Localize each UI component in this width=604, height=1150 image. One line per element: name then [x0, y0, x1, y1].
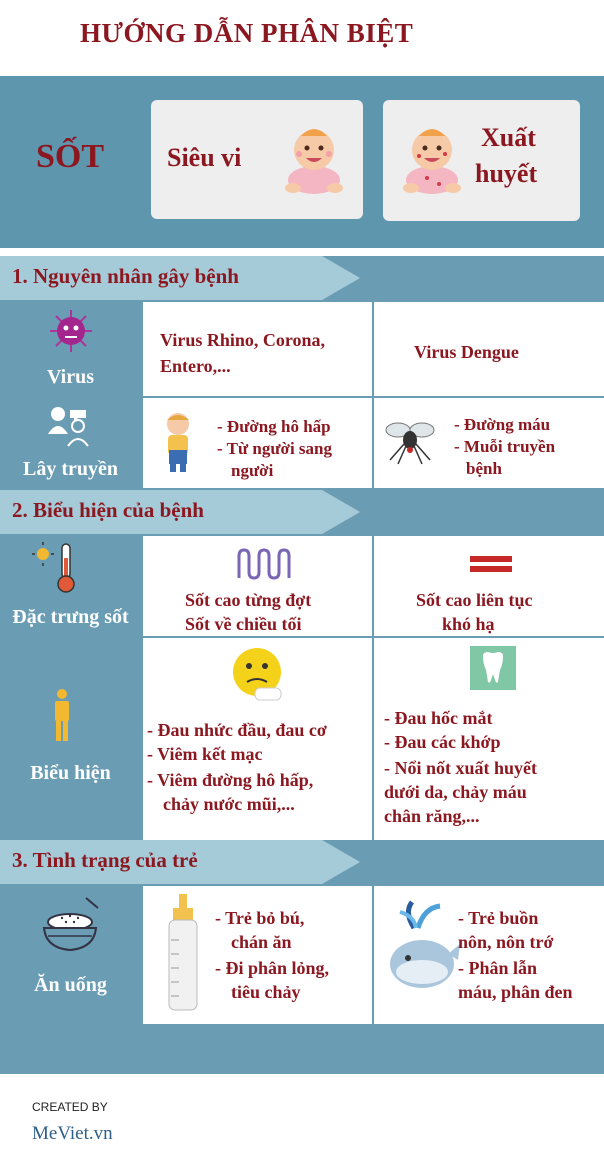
- mosquito-icon: [382, 416, 438, 466]
- an-uong-col1: [143, 886, 372, 1024]
- people-icon: [46, 404, 92, 448]
- brand-link[interactable]: MeViet.vn: [32, 1123, 113, 1144]
- card-xuat-huyet: [383, 100, 580, 221]
- dac-trung-label: Đặc trưng sốt: [12, 606, 129, 628]
- virus-col1: [143, 302, 372, 396]
- bieu-hien-col2: [374, 638, 604, 840]
- an-uong-col2-line: máu, phân đen: [458, 982, 573, 1002]
- lay-truyen-label: Lây truyền: [23, 458, 118, 480]
- section-1-title: 1. Nguyên nhân gây bệnh: [12, 264, 239, 288]
- baby-icon: [279, 118, 349, 198]
- dac-trung-col2-line: Sốt cao liên tục: [416, 590, 533, 610]
- bieu-hien-label: Biểu hiện: [30, 762, 111, 784]
- card-sieu-vi-label: Siêu vi: [167, 143, 242, 172]
- bieu-hien-col2-line: chân răng,...: [384, 806, 480, 826]
- wave-icon: [235, 546, 291, 582]
- sick-face-icon: [225, 644, 289, 704]
- lay-truyen-col1: [143, 398, 372, 488]
- an-uong-col2-line: - Trẻ buồn: [458, 908, 539, 928]
- card-xuat-huyet-line2: huyết: [475, 159, 538, 188]
- lay-truyen-col2: [374, 398, 604, 488]
- lay-truyen-col1-line: người: [231, 461, 274, 480]
- section-3-bar: [0, 840, 604, 884]
- an-uong-col1-line: - Trẻ bỏ bú,: [215, 908, 305, 928]
- an-uong-label: Ăn uống: [34, 974, 107, 996]
- an-uong-col2: [374, 886, 604, 1024]
- hero-label: SỐT: [36, 138, 105, 175]
- flat-line-icon: [470, 556, 512, 572]
- virus-col1-line: Entero,...: [160, 356, 231, 376]
- thermometer-icon: [32, 540, 80, 594]
- section-2-title: 2. Biểu hiện của bệnh: [12, 498, 204, 522]
- baby-icon: [397, 118, 467, 198]
- an-uong-col1-line: tiêu chảy: [231, 982, 301, 1002]
- dac-trung-col2: [374, 536, 604, 636]
- virus-col2: [374, 302, 604, 396]
- lay-truyen-col2-line: bệnh: [466, 459, 502, 478]
- lay-truyen-col1-line: - Từ người sang: [217, 439, 333, 458]
- bottom-band: [0, 1026, 604, 1074]
- bieu-hien-col1-line: chảy nước mũi,...: [163, 794, 295, 814]
- boy-icon: [155, 410, 201, 474]
- card-xuat-huyet-line1: Xuất: [481, 123, 536, 152]
- bieu-hien-col1-line: - Đau nhức đầu, đau cơ: [147, 720, 327, 740]
- virus-col2-line: Virus Dengue: [414, 342, 519, 362]
- bieu-hien-col2-line: dưới da, chảy máu: [384, 782, 527, 802]
- virus-icon: [46, 306, 96, 356]
- virus-label: Virus: [46, 366, 95, 388]
- created-by: CREATED BY: [32, 1100, 108, 1114]
- dac-trung-col1-line: Sốt cao từng đợt: [185, 590, 312, 610]
- virus-col1-line: Virus Rhino, Corona,: [160, 330, 326, 350]
- dac-trung-col2-line: khó hạ: [442, 614, 495, 634]
- dac-trung-col1: [143, 536, 372, 636]
- tooth-icon: [470, 646, 516, 690]
- dac-trung-col1-line: Sốt về chiều tối: [185, 614, 302, 634]
- lay-truyen-col2-line: - Muỗi truyền: [454, 437, 556, 456]
- bieu-hien-col1-line: - Viêm đường hô hấp,: [147, 770, 314, 790]
- card-sieu-vi: [151, 100, 363, 219]
- bieu-hien-col1: [143, 638, 372, 840]
- page-title: HƯỚNG DẪN PHÂN BIỆT: [80, 18, 414, 48]
- an-uong-col1-line: - Đi phân lỏng,: [215, 958, 330, 978]
- an-uong-col2-line: - Phân lẫn: [458, 958, 538, 978]
- section-2-bar: [0, 490, 604, 534]
- bieu-hien-col2-line: - Đau các khớp: [384, 732, 501, 752]
- bowl-icon: [40, 896, 102, 954]
- person-icon: [52, 688, 72, 742]
- section-3-title: 3. Tình trạng của trẻ: [12, 848, 198, 872]
- whale-icon: [384, 898, 460, 998]
- baby-bottle-icon: [165, 894, 201, 1014]
- an-uong-col1-line: chán ăn: [231, 932, 292, 952]
- bieu-hien-col2-line: - Đau hốc mắt: [384, 708, 493, 728]
- bieu-hien-col1-line: - Viêm kết mạc: [147, 744, 263, 764]
- lay-truyen-col2-line: - Đường máu: [454, 415, 551, 434]
- lay-truyen-col1-line: - Đường hô hấp: [217, 417, 331, 436]
- section-1-bar: [0, 256, 604, 300]
- an-uong-col2-line: nôn, nôn trớ: [458, 932, 554, 952]
- bieu-hien-col2-line: - Nổi nốt xuất huyết: [384, 758, 538, 778]
